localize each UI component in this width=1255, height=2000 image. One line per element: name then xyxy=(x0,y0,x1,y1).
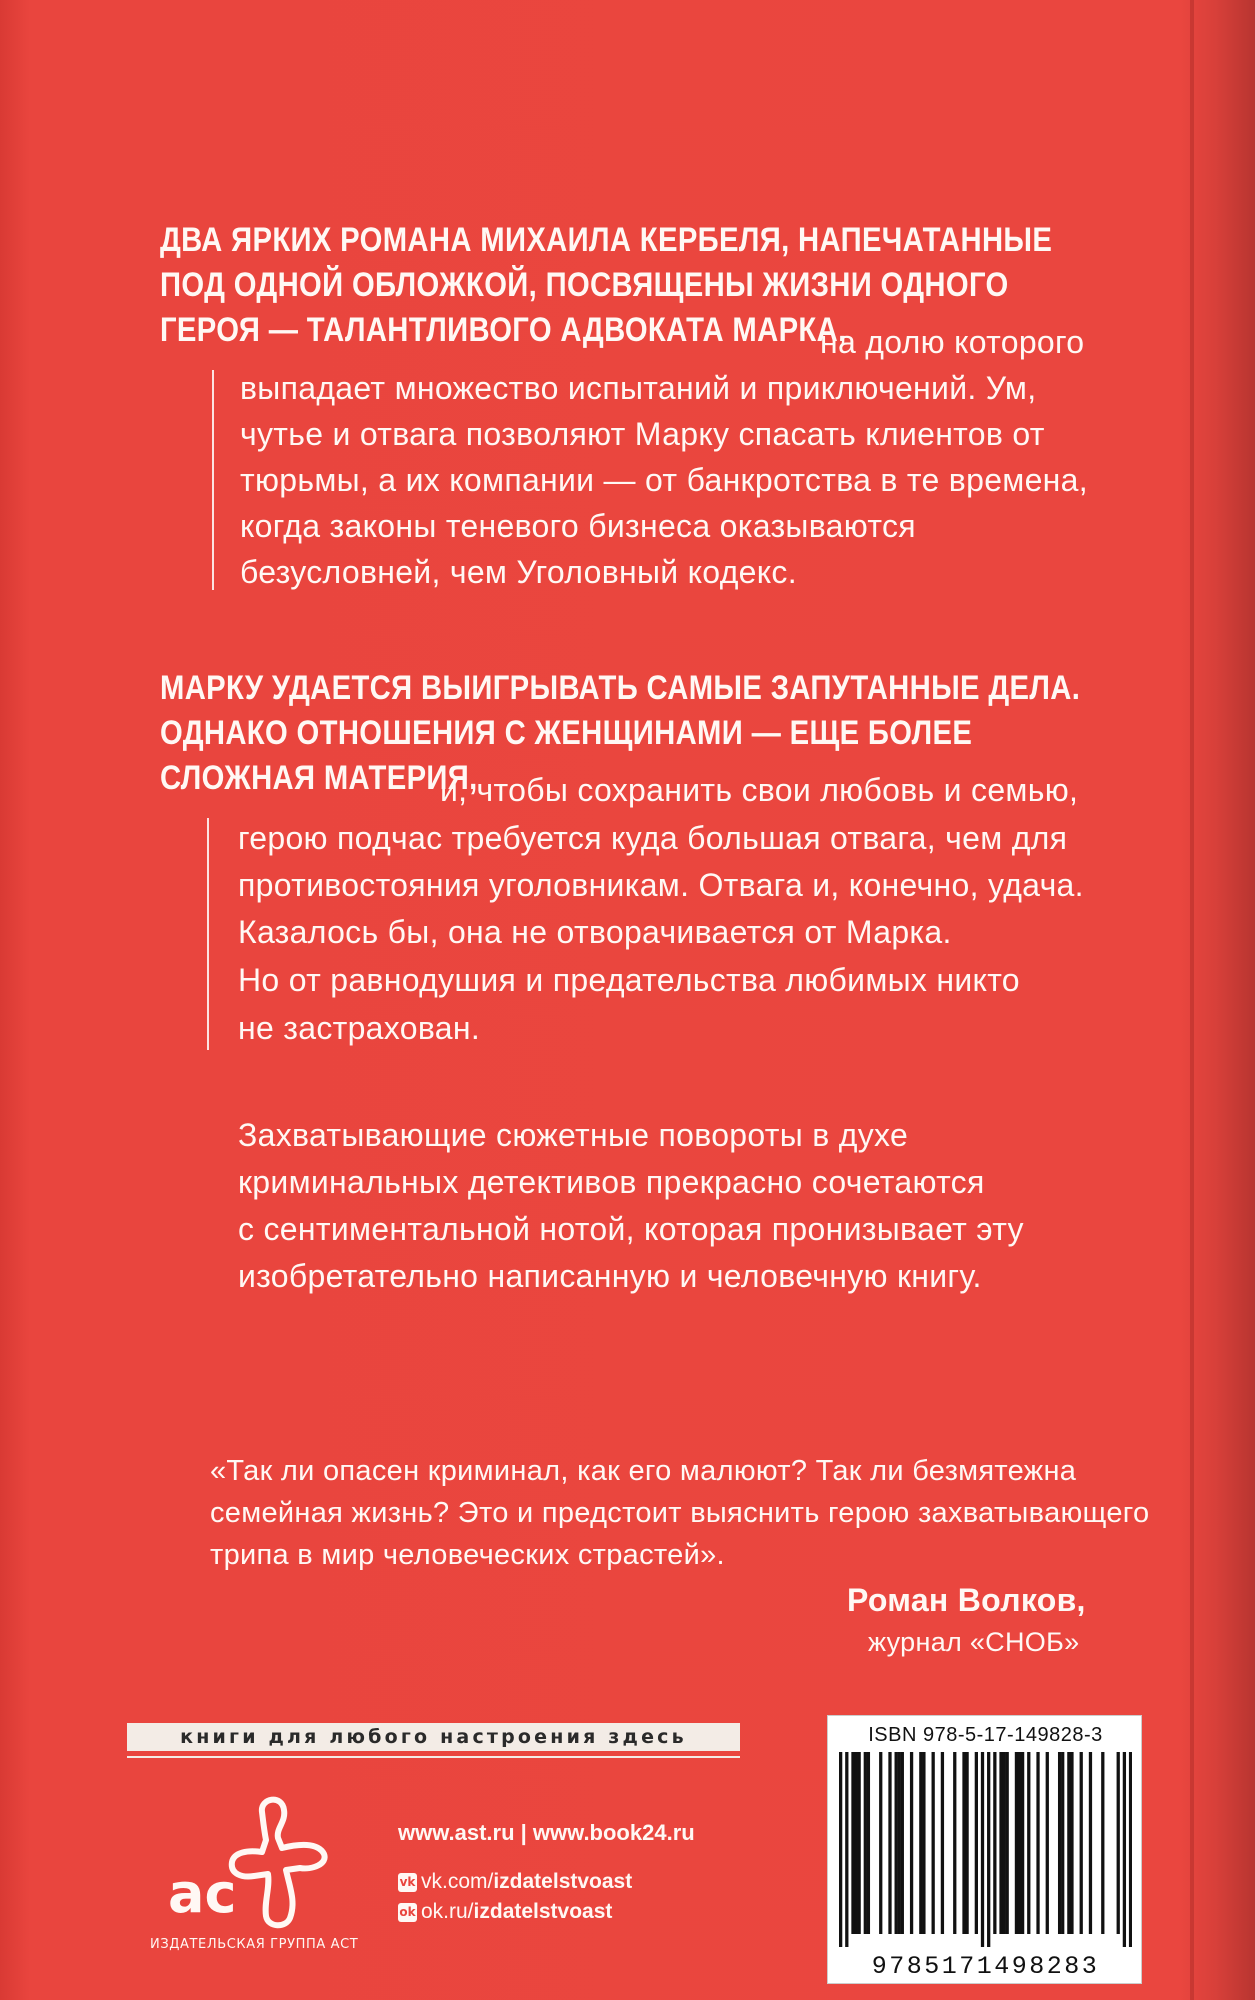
barcode-bar xyxy=(1036,1752,1039,1934)
quote-line-2: семейная жизнь? Это и предстоит выяснить герою захватывающего xyxy=(210,1497,1150,1529)
barcode-bar xyxy=(845,1752,848,1947)
p2-left-rule xyxy=(207,818,209,1050)
barcode-bar xyxy=(1080,1752,1083,1934)
barcode-bar xyxy=(1117,1752,1120,1934)
quote-author: Роман Волков, xyxy=(847,1582,1086,1618)
barcode-bar xyxy=(999,1752,1002,1934)
barcode-bar xyxy=(888,1752,891,1934)
p2-bold-tail: и, чтобы сохранить свои любовь и семью, xyxy=(440,772,1079,808)
barcode-bar xyxy=(1129,1752,1132,1947)
barcode-bar xyxy=(895,1752,898,1934)
barcode-icon xyxy=(839,1752,1132,1947)
p2-line-2: противостояния уголовникам. Отвага и, конечно, удача. xyxy=(238,867,1084,903)
vk-icon: vk xyxy=(398,1873,417,1892)
barcode-bar xyxy=(898,1752,901,1934)
p2-bold-line-3: СЛОЖНАЯ МАТЕРИЯ, xyxy=(160,759,478,797)
barcode-bar xyxy=(1089,1752,1092,1934)
barcode-bar xyxy=(919,1752,922,1934)
p3-line-1: Захватывающие сюжетные повороты в духе xyxy=(238,1117,909,1153)
barcode-bar xyxy=(867,1752,870,1934)
barcode-bar xyxy=(1002,1752,1005,1934)
p1-line-3: тюрьмы, а их компании — от банкротства в те времена, xyxy=(240,462,1088,498)
spine-edge xyxy=(1190,0,1194,2000)
p1-line-2: чутье и отвага позволяют Марку спасать клиентов от xyxy=(240,416,1045,452)
website-links[interactable]: www.ast.ru | www.book24.ru xyxy=(398,1820,695,1845)
barcode-bar xyxy=(839,1752,842,1947)
barcode-bar xyxy=(1061,1752,1064,1934)
p3-line-3: с сентиментальной нотой, которая пронизывает эту xyxy=(238,1211,1024,1247)
barcode-bar xyxy=(981,1752,984,1947)
barcode-bar xyxy=(854,1752,857,1934)
barcode-bar xyxy=(1018,1752,1021,1934)
barcode-bar xyxy=(1101,1752,1104,1934)
p2-line-1: герою подчас требуется куда большая отвага, чем для xyxy=(238,820,1068,856)
barcode-bar xyxy=(953,1752,956,1934)
barcode-bar xyxy=(910,1752,913,1934)
vk-link[interactable] xyxy=(398,1870,632,1894)
ok-link[interactable] xyxy=(398,1900,612,1924)
barcode-bar xyxy=(1046,1752,1049,1934)
p2-line-3: Казалось бы, она не отворачивается от Марка. xyxy=(238,914,952,950)
publisher-label: ИЗДАТЕЛЬСКАЯ ГРУППА АСТ xyxy=(150,1937,359,1952)
barcode-bar xyxy=(987,1752,990,1947)
p1-left-rule xyxy=(212,370,214,590)
barcode-bar xyxy=(1067,1752,1070,1934)
p1-bold-line-3: ГЕРОЯ — ТАЛАНТЛИВОГО АДВОКАТА МАРКА, xyxy=(160,311,847,349)
publisher-logo xyxy=(150,1790,390,1970)
barcode-bar xyxy=(1015,1752,1018,1934)
tagline-underline xyxy=(127,1756,740,1758)
barcode-bar xyxy=(975,1752,978,1934)
barcode-bar xyxy=(858,1752,861,1934)
p2-line-4: Но от равнодушия и предательства любимых никто xyxy=(238,962,1020,998)
quote-line-1: «Так ли опасен криминал, как его малюют? Так ли безмятежна xyxy=(210,1455,1077,1487)
barcode-bar xyxy=(1021,1752,1024,1934)
p2-bold-line-1: МАРКУ УДАЕТСЯ ВЫИГРЫВАТЬ САМЫЕ ЗАПУТАННЫЕ ДЕЛА. xyxy=(160,669,1081,707)
isbn-label: ISBN 978-5-17-149828-3 xyxy=(868,1724,1103,1746)
ok-prefix: ok.ru/ xyxy=(421,1900,474,1923)
barcode-bar xyxy=(1070,1752,1073,1934)
ok-icon: ok xyxy=(398,1903,417,1922)
p3-line-2: криминальных детективов прекрасно сочетаются xyxy=(238,1164,985,1200)
ok-handle: izdatelstvoast xyxy=(473,1900,613,1923)
tagline-text: книги для любого настроения здесь xyxy=(180,1726,687,1748)
p3-line-4: изобретательно написанную и человечную книгу. xyxy=(238,1258,982,1294)
isbn-barcode-box xyxy=(827,1715,1142,1984)
quote-source: журнал «СНОБ» xyxy=(868,1627,1080,1657)
barcode-bar xyxy=(941,1752,944,1934)
p1-bold-tail: на долю которого xyxy=(820,324,1085,360)
barcode-bar xyxy=(965,1752,968,1934)
barcode-bar xyxy=(993,1752,996,1934)
quote-line-3: трипа в мир человеческих страстей». xyxy=(210,1539,725,1571)
barcode-bar xyxy=(932,1752,935,1934)
barcode-bar xyxy=(901,1752,904,1934)
vk-prefix: vk.com/ xyxy=(421,1870,494,1893)
barcode-bar xyxy=(1006,1752,1009,1934)
barcode-bar xyxy=(864,1752,867,1934)
vk-handle: izdatelstvoast xyxy=(493,1870,633,1893)
barcode-bar xyxy=(922,1752,925,1934)
barcode-bar xyxy=(1123,1752,1126,1947)
p2-bold-line-2: ОДНАКО ОТНОШЕНИЯ С ЖЕНЩИНАМИ — ЕЩЕ БОЛЕЕ xyxy=(160,714,973,752)
ast-logo-icon xyxy=(150,1790,390,1935)
barcode-digits: 9785171498283 xyxy=(871,1952,1100,1981)
tagline-strip xyxy=(127,1723,740,1751)
barcode-bar xyxy=(962,1752,965,1934)
barcode-bar xyxy=(879,1752,882,1934)
p1-line-5: безусловней, чем Уголовный кодекс. xyxy=(240,554,797,590)
barcode-bar xyxy=(1027,1752,1030,1934)
barcode-bar xyxy=(1058,1752,1061,1934)
p1-line-1: выпадает множество испытаний и приключений. Ум, xyxy=(240,370,1037,406)
p1-bold-line-2: ПОД ОДНОЙ ОБЛОЖКОЙ, ПОСВЯЩЕНЫ ЖИЗНИ ОДНОГО xyxy=(160,266,1009,304)
barcode-bar xyxy=(851,1752,854,1934)
p1-bold-line-1: ДВА ЯРКИХ РОМАНА МИХАИЛА КЕРБЕЛЯ, НАПЕЧАТАННЫЕ xyxy=(160,221,1053,259)
logo-letters: ас xyxy=(168,1862,237,1925)
p2-line-5: не застрахован. xyxy=(238,1010,481,1046)
p1-line-4: когда законы теневого бизнеса оказываются xyxy=(240,508,916,544)
